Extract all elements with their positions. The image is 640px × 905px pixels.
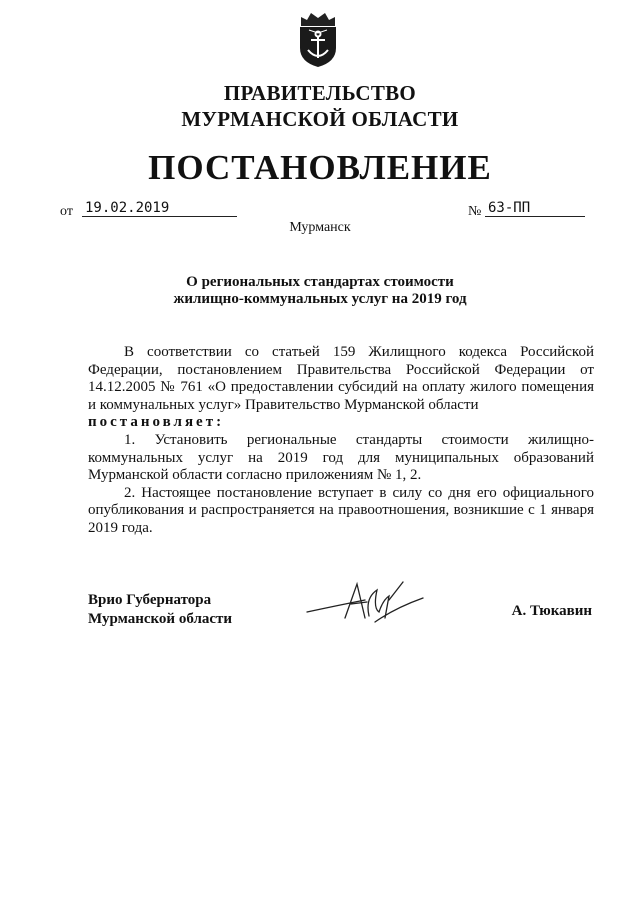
document-title: ПОСТАНОВЛЕНИЕ (148, 148, 492, 187)
document-body (88, 344, 594, 538)
date-number-row (60, 200, 585, 222)
signatory-name: А. Тюкавин (511, 603, 592, 619)
resolves-word: постановляет: (88, 414, 225, 431)
document-subject (0, 274, 640, 308)
city: Мурманск (289, 220, 351, 235)
position-line-1: Врио Губернатора (88, 592, 212, 608)
organization-line-2: МУРМАНСКОЙ ОБЛАСТИ (181, 107, 459, 131)
document-number: 63-ПП (485, 200, 585, 217)
item-1: 1. Установить региональные стандарты стоимости жилищно-коммунальных услуг на 2019 год для муниципальных образований Мурманской области согласно приложениям № 1, 2. (88, 431, 594, 484)
organization-name (0, 80, 640, 132)
preamble-paragraph: В соответствии со статьей 159 Жилищного кодекса Российской Федерации, постановлением Правительства Российской Федерации от 14.12.2005 № 761 «О предоставлении субсидий на оплату жилого помещения и коммунальных услуг» Правительство Мурманской области (88, 344, 594, 413)
organization-line-1: ПРАВИТЕЛЬСТВО (223, 81, 417, 105)
coat-of-arms-icon (295, 10, 341, 68)
position-line-2: Мурманской области (88, 611, 233, 627)
item-2: 2. Настоящее постановление вступает в силу со дня его официального опубликования и распространяется на правоотношения, возникшие с 1 января 2019 года. (88, 484, 594, 536)
subject-line-2: жилищно-коммунальных услуг на 2019 год (173, 291, 467, 307)
date-prefix: от (60, 204, 73, 219)
document-date: 19.02.2019 (82, 200, 237, 217)
subject-line-1: О региональных стандартах стоимости (186, 274, 454, 290)
number-prefix: № (468, 204, 482, 219)
handwritten-signature-icon (305, 578, 435, 626)
signatory-position (88, 591, 232, 629)
